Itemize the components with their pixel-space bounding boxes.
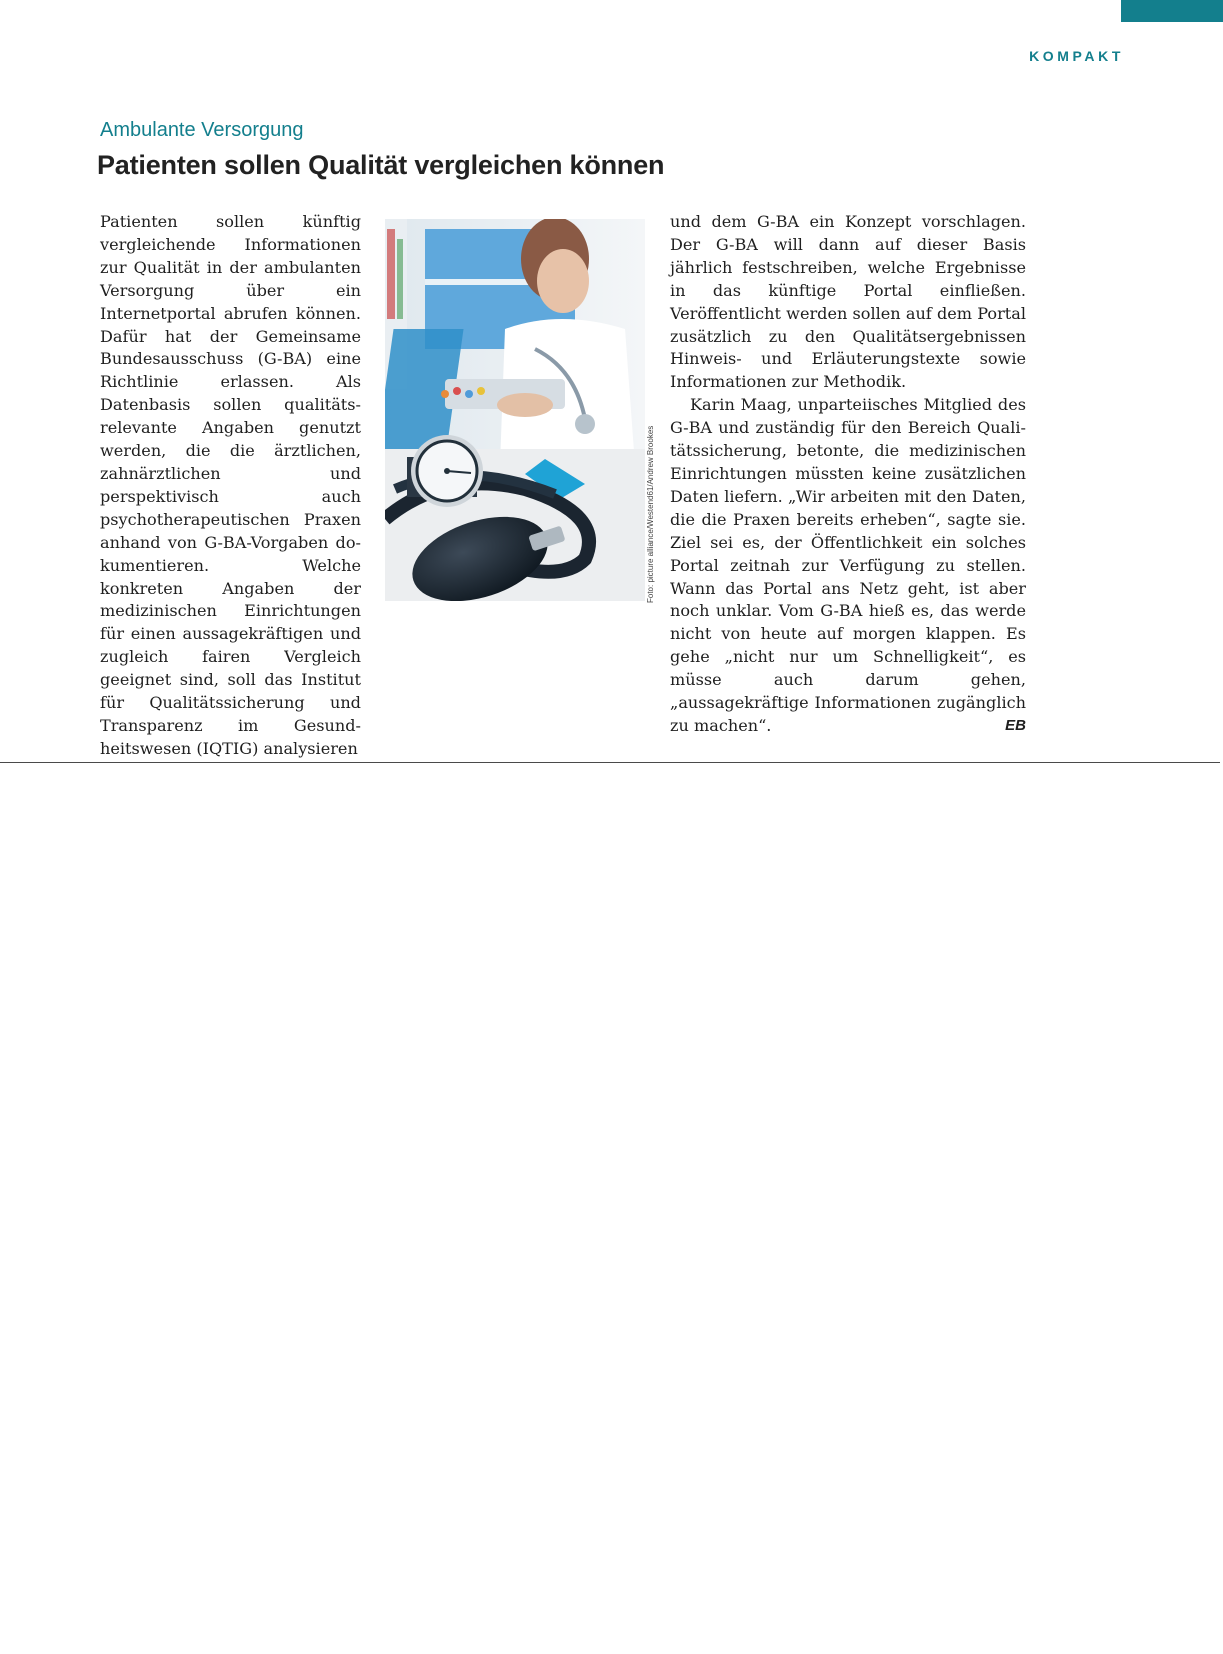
article-headline: Patienten sollen Qualität vergleichen können — [97, 150, 665, 180]
article-kicker: Ambulante Versorgung — [100, 119, 304, 141]
article-paragraph: Patienten sollen künftig vergleichende Informationen zur Qualität in der ambulanten Versorgung über ein Internetportal abrufen können. Dafür hat der Gemeinsame Bundesausschuss (G-BA) eine Richtlinie erlassen. Als Datenbasis sollen qualitätsrelevante Angaben genutzt werden, die die ärztlichen, zahnärztlichen und perspektivisch auch psychotherapeutischen Praxen anhand von G-BA-Vorgaben dokumentieren. Welche konkreten Angaben der medizinischen Einrichtungen für einen aussagekräftigen und zugleich fairen Vergleich geeignet sind, soll das Institut für Qualitätssicherung und Transparenz im Gesundheitswesen (IQTIG) analysieren — [100, 212, 361, 758]
corner-accent-bar — [1121, 0, 1223, 22]
article-paragraph-with-signature — [670, 394, 1026, 738]
page-divider — [0, 762, 1220, 763]
blood-pressure-gauge-photo — [385, 219, 645, 601]
article-paragraph: und dem G-BA ein Konzept vorschlagen. Der G-BA will dann auf dieser Basis jährlich festschreiben, welche Ergebnisse in das künftige Portal einfließen. Veröffentlicht werden sollen auf dem Portal zusätzlich zu den Qualitätsergebnissen Hinweis- und Erläuterungstexte sowie Informationen zur Methodik. — [670, 212, 1026, 392]
photo-credit: Foto: picture alliance/Westend61/Andrew Brookes — [646, 425, 655, 603]
author-signature: EB — [1005, 716, 1026, 734]
section-label: KOMPAKT — [1029, 48, 1124, 64]
article-column-right — [670, 211, 1026, 738]
article-paragraph-text: Karin Maag, unparteiisches Mitglied des G-BA und zuständig für den Bereich Qualitätssicherung, betonte, die medizinischen Einrichtungen müssten keine zusätzlichen Daten liefern. „Wir arbeiten mit den Daten, die die Praxen bereits erheben“, sagte sie. Ziel sei es, der Öffentlichkeit ein solches Portal zeitnah zur Verfügung zu stellen. Wann das Portal ans Netz geht, ist aber noch unklar. Vom G-BA hieß es, das werde nicht von heute auf morgen klappen. Es gehe „nicht nur um Schnelligkeit“, es müsse auch darum gehen, „aussagekräftige Informationen zugänglich zu machen“. — [670, 395, 1026, 735]
article-photo — [385, 219, 645, 601]
article-column-left — [100, 211, 361, 761]
